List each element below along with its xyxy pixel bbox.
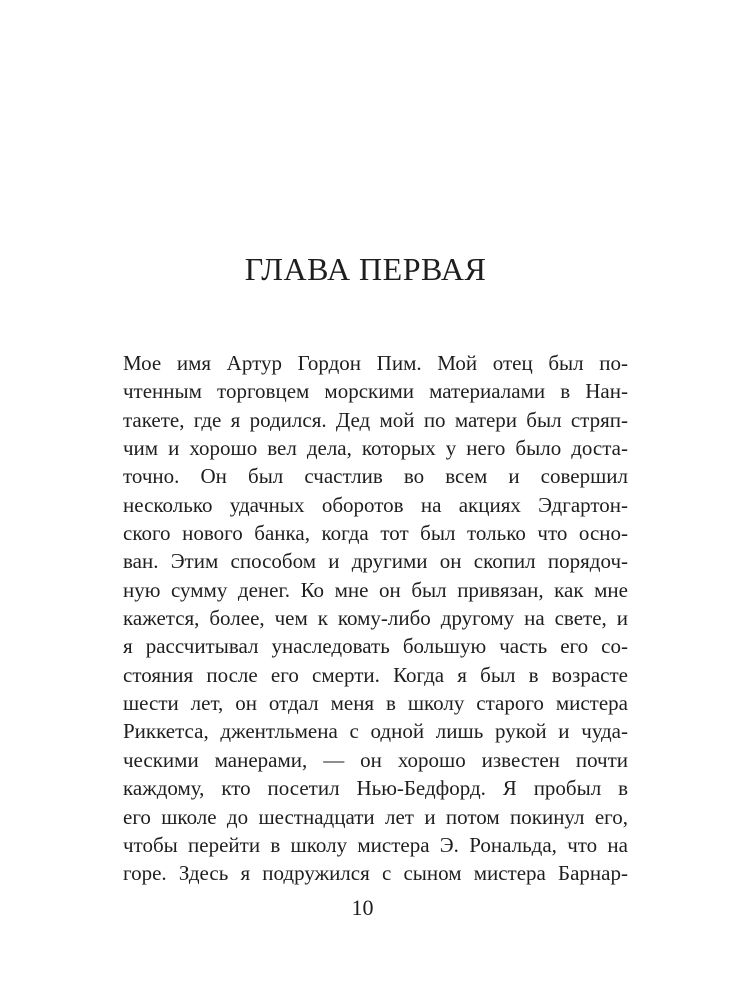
chapter-heading: ГЛАВА ПЕРВАЯ (244, 251, 487, 287)
text-line: Мое имя Артур Гордон Пим. Мой отец был по- (123, 351, 628, 375)
text-line: Риккетса, джентльмена с одной лишь рукой и чуда- (123, 719, 628, 744)
text-line: такете, где я родился. Дед мой по матери был стряп- (123, 407, 628, 432)
text-line: ческими манерами, — он хорошо известен почти (123, 747, 628, 772)
text-line: несколько удачных оборотов на акциях Эдгартон- (123, 492, 628, 517)
text-line: стояния после его смерти. Когда я был в возрасте (123, 662, 628, 687)
page-number: 10 (351, 895, 374, 920)
text-line: точно. Он был счастлив во всем и совершил (123, 464, 628, 489)
text-line: кажется, более, чем к кому-либо другому на свете, и (123, 606, 628, 631)
text-line: горе. Здесь я подружился с сыном мистера Барнар- (123, 861, 628, 886)
text-line: ную сумму денег. Ко мне он был привязан, как мне (123, 577, 628, 602)
text-line: я рассчитывал унаследовать большую часть его со- (123, 634, 628, 659)
text-line: его школе до шестнадцати лет и потом покинул его, (123, 804, 628, 829)
text-line: шести лет, он отдал меня в школу старого мистера (123, 691, 628, 716)
paragraph (123, 349, 628, 888)
text-line: чтобы перейти в школу мистера Э. Рональда, что на (123, 832, 628, 857)
text-line: ского нового банка, когда тот был только что осно- (123, 521, 628, 546)
text-line: каждому, кто посетил Нью-Бедфорд. Я пробыл в (123, 776, 628, 801)
text-line: чтенным торговцем морскими материалами в Нан- (123, 379, 628, 404)
text-line: ван. Этим способом и другими он скопил порядоч- (123, 549, 628, 574)
text-line: чим и хорошо вел дела, которых у него было доста- (123, 436, 628, 461)
